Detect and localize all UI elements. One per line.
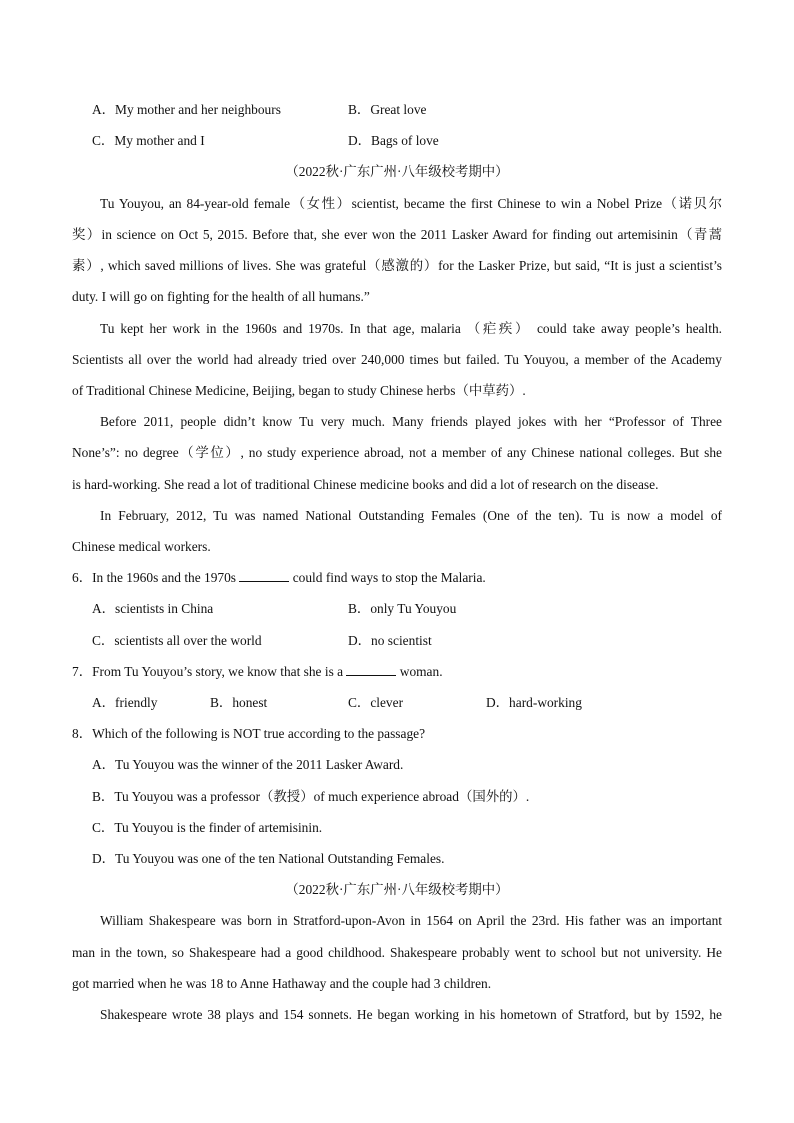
q6-option-c: C．scientists all over the world <box>92 633 262 648</box>
q7-option-c: C．clever <box>348 695 404 710</box>
q5-option-a: A．My mother and her neighbours <box>92 102 281 117</box>
q5-option-c: C．My mother and I <box>92 133 205 148</box>
q8-option-d: D．Tu Youyou was one of the ten National Outstanding Females. <box>92 851 445 866</box>
passage-line: None’s”: no degree（学位）, no study experience abroad, not a member of any Chinese national colleges. But she <box>72 445 722 460</box>
question-8-stem: 8．Which of the following is NOT true according to the passage? <box>72 726 426 741</box>
answer-blank <box>239 569 289 582</box>
q6-option-a: A．scientists in China <box>92 601 214 616</box>
q5-option-d: D．Bags of love <box>348 133 439 148</box>
q8-option-b: B．Tu Youyou was a professor（教授）of much experience abroad（国外的）. <box>92 789 530 804</box>
passage-line: Scientists all over the world had already tried over 240,000 times but failed. Tu Youyou, a member of the Academy <box>72 352 722 367</box>
question-6-stem-end: could find ways to stop the Malaria. <box>289 570 486 585</box>
q8-option-a: A．Tu Youyou was the winner of the 2011 Lasker Award. <box>92 757 404 772</box>
q7-option-d: D．hard-working <box>486 695 582 710</box>
passage-line: William Shakespeare was born in Stratford-upon-Avon in 1564 on April the 23rd. His father was an important <box>100 913 722 928</box>
q7-option-b: B．honest <box>210 695 268 710</box>
question-6-stem <box>72 569 486 587</box>
passage-line: got married when he was 18 to Anne Hathaway and the couple had 3 children. <box>72 976 492 991</box>
question-6-stem-start: 6．In the 1960s and the 1970s <box>72 570 240 585</box>
passage-source: （2022秋·广东广州·八年级校考期中） <box>285 164 509 179</box>
answer-blank <box>346 663 396 676</box>
question-7-stem-end: woman. <box>396 664 443 679</box>
question-7-stem-start: 7．From Tu Youyou’s story, we know that she is a <box>72 664 347 679</box>
q7-option-a: A．friendly <box>92 695 158 710</box>
passage-line: Tu Youyou, an 84-year-old female（女性）scientist, became the first Chinese to win a Nobel Prize（诺贝尔 <box>100 196 722 211</box>
passage-line: is hard-working. She read a lot of traditional Chinese medicine books and did a lot of research on the disease. <box>72 477 659 492</box>
q8-option-c: C．Tu Youyou is the finder of artemisinin. <box>92 820 323 835</box>
question-7-stem <box>72 663 443 681</box>
passage-line: of Traditional Chinese Medicine, Beijing, began to study Chinese herbs（中草药）. <box>72 383 526 398</box>
q5-option-b: B．Great love <box>348 102 427 117</box>
passage-source: （2022秋·广东广州·八年级校考期中） <box>285 882 509 897</box>
passage-line: man in the town, so Shakespeare had a good childhood. Shakespeare probably went to school but not university. He <box>72 945 722 960</box>
passage-line: Tu kept her work in the 1960s and 1970s. In that age, malaria （疟疾） could take away people’s health. <box>100 321 722 336</box>
q6-option-d: D．no scientist <box>348 633 432 648</box>
q6-option-b: B．only Tu Youyou <box>348 601 457 616</box>
passage-line: In February, 2012, Tu was named National Outstanding Females (One of the ten). Tu is now a model of <box>100 508 722 523</box>
passage-line: 素）, which saved millions of lives. She was grateful（感激的）for the Lasker Prize, but said, “It is just a scientist’s <box>72 258 722 273</box>
passage-line: Shakespeare wrote 38 plays and 154 sonnets. He began working in his hometown of Stratford, but by 1592, he <box>100 1007 722 1022</box>
passage-line: 奖）in science on Oct 5, 2015. Before that, she ever won the 2011 Lasker Award for finding out artemisinin（青蒿 <box>72 227 722 242</box>
passage-line: duty. I will go on fighting for the health of all humans.” <box>72 289 370 304</box>
passage-line: Chinese medical workers. <box>72 539 211 554</box>
passage-line: Before 2011, people didn’t know Tu very much. Many friends played jokes with her “Professor of Three <box>100 414 722 429</box>
